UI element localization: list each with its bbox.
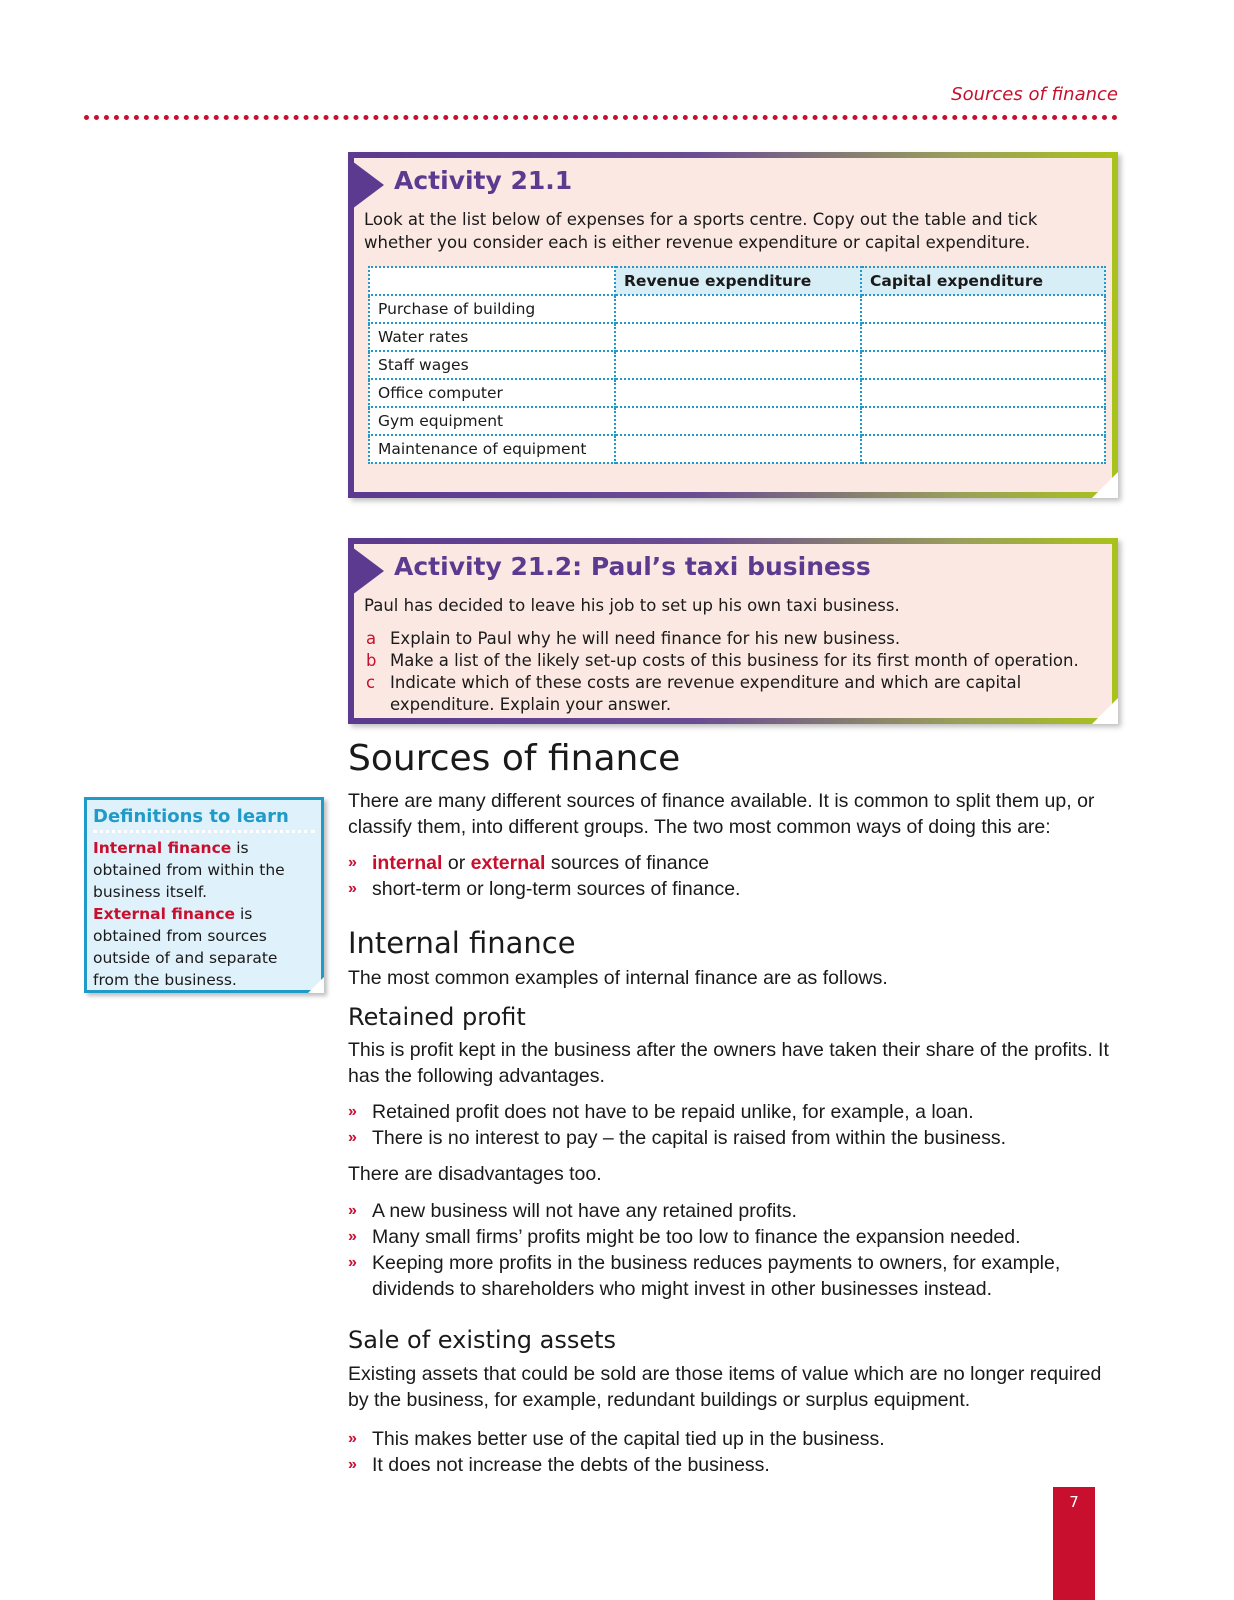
bullet-arrow-icon: » bbox=[348, 1103, 357, 1120]
definition-item bbox=[93, 837, 315, 903]
activity-intro: Look at the list below of expenses for a sports centre. Copy out the table and tick whether you consider each is either revenue expenditure or capital expenditure. bbox=[364, 210, 1038, 252]
table-header-cell: Revenue expenditure bbox=[615, 267, 861, 295]
table-cell: Purchase of building bbox=[369, 295, 615, 323]
definition-term: Internal finance bbox=[93, 839, 232, 857]
bullet-arrow-icon: » bbox=[348, 1129, 357, 1146]
table-cell: Office computer bbox=[369, 379, 615, 407]
list-item bbox=[348, 1198, 1118, 1224]
list-item bbox=[348, 1224, 1118, 1250]
table-cell: Maintenance of equipment bbox=[369, 435, 615, 463]
tick-cell bbox=[615, 379, 861, 407]
tick-cell bbox=[615, 435, 861, 463]
tick-cell bbox=[615, 407, 861, 435]
bullet-text: short-term or long-term sources of finance. bbox=[372, 878, 741, 900]
bullet-text: This makes better use of the capital tied up in the business. bbox=[372, 1428, 885, 1450]
retained-disadvantages bbox=[348, 1198, 1118, 1302]
table-row bbox=[369, 295, 1105, 323]
bullet-text: Retained profit does not have to be repaid unlike, for example, a loan. bbox=[372, 1101, 974, 1123]
table-row bbox=[369, 351, 1105, 379]
bullet-arrow-icon: » bbox=[348, 1202, 357, 1219]
activity-arrow-icon bbox=[348, 158, 384, 212]
disadvantages-intro: There are disadvantages too. bbox=[348, 1163, 602, 1185]
definition-text: is obtained from within the business itself. bbox=[93, 839, 285, 901]
box-corner-cut bbox=[1092, 472, 1118, 498]
tick-cell bbox=[861, 323, 1105, 351]
table-row bbox=[369, 379, 1105, 407]
question-letter: c bbox=[366, 673, 376, 692]
tick-cell bbox=[615, 323, 861, 351]
tick-cell bbox=[861, 407, 1105, 435]
definitions-box bbox=[84, 797, 324, 993]
list-item bbox=[348, 1125, 1118, 1151]
bullet-arrow-icon: » bbox=[348, 1456, 357, 1473]
tick-cell bbox=[861, 351, 1105, 379]
bullet-text: sources of finance bbox=[545, 852, 710, 874]
bullet-arrow-icon: » bbox=[348, 1430, 357, 1447]
table-row bbox=[369, 323, 1105, 351]
intro-bullets bbox=[348, 850, 1118, 902]
expenses-table bbox=[368, 266, 1106, 464]
question-text: Explain to Paul why he will need finance for his new business. bbox=[390, 629, 901, 648]
bullet-text: There is no interest to pay – the capital is raised from within the business. bbox=[372, 1127, 1007, 1149]
definition-term: External finance bbox=[93, 905, 236, 923]
table-cell: Gym equipment bbox=[369, 407, 615, 435]
list-item bbox=[348, 1452, 1118, 1478]
question-text: Indicate which of these costs are revenue expenditure and which are capital expenditure. Explain your answer. bbox=[390, 673, 1022, 714]
internal-intro: The most common examples of internal finance are as follows. bbox=[348, 967, 888, 989]
table-row bbox=[369, 407, 1105, 435]
bullet-text: Keeping more profits in the business reduces payments to owners, for example, dividends to shareholders who might invest in other businesses instead. bbox=[372, 1252, 1061, 1300]
intro-paragraph: There are many different sources of finance available. It is common to split them up, or classify them, into different groups. The two most common ways of doing this are: bbox=[348, 790, 1095, 838]
list-item bbox=[364, 628, 1104, 650]
table-cell: Staff wages bbox=[369, 351, 615, 379]
retained-advantages bbox=[348, 1099, 1118, 1151]
question-text: Make a list of the likely set-up costs of this business for its first month of operation. bbox=[390, 651, 1079, 670]
definitions-heading: Definitions to learn bbox=[93, 806, 315, 833]
question-list bbox=[364, 628, 1104, 716]
table-header-cell: Capital expenditure bbox=[861, 267, 1105, 295]
keyword: internal bbox=[372, 852, 443, 874]
page-number: 7 bbox=[1053, 1487, 1095, 1600]
activity-intro: Paul has decided to leave his job to set up his own taxi business. bbox=[364, 596, 900, 615]
table-header-row bbox=[369, 267, 1105, 295]
assets-intro: Existing assets that could be sold are those items of value which are no longer required by the business, for example, redundant buildings or surplus equipment. bbox=[348, 1363, 1102, 1411]
activity-title: Activity 21.1 bbox=[394, 166, 573, 195]
question-letter: b bbox=[366, 651, 377, 670]
list-item bbox=[348, 1250, 1118, 1302]
table-row bbox=[369, 435, 1105, 463]
tick-cell bbox=[615, 295, 861, 323]
bullet-text: Many small firms’ profits might be too low to finance the expansion needed. bbox=[372, 1226, 1021, 1248]
bullet-arrow-icon: » bbox=[348, 880, 357, 897]
retained-profit-heading: Retained profit bbox=[348, 1003, 526, 1031]
activity-arrow-icon bbox=[348, 544, 384, 598]
bullet-arrow-icon: » bbox=[348, 1254, 357, 1271]
list-item bbox=[364, 650, 1104, 672]
activity-21-2-box bbox=[348, 538, 1118, 724]
question-letter: a bbox=[366, 629, 377, 648]
header-rule bbox=[84, 115, 1118, 120]
list-item bbox=[348, 876, 1118, 902]
bullet-arrow-icon: » bbox=[348, 854, 357, 871]
keyword: external bbox=[470, 852, 546, 874]
sale-of-assets-heading: Sale of existing assets bbox=[348, 1326, 617, 1354]
definition-text: is obtained from sources outside of and separate from the business. bbox=[93, 905, 278, 989]
bullet-text: It does not increase the debts of the business. bbox=[372, 1454, 770, 1476]
activity-21-1-box bbox=[348, 152, 1118, 498]
section-title: Sources of finance bbox=[348, 738, 681, 779]
assets-points bbox=[348, 1426, 1118, 1478]
activity-title: Activity 21.2: Paul’s taxi business bbox=[394, 552, 871, 581]
running-head: Sources of finance bbox=[951, 84, 1118, 105]
tick-cell bbox=[861, 379, 1105, 407]
list-item bbox=[348, 1099, 1118, 1125]
list-item bbox=[348, 850, 1118, 876]
table-cell: Water rates bbox=[369, 323, 615, 351]
table-header-cell bbox=[369, 267, 615, 295]
list-item bbox=[348, 1426, 1118, 1452]
list-item bbox=[364, 672, 1104, 716]
internal-finance-heading: Internal finance bbox=[348, 926, 576, 960]
tick-cell bbox=[861, 295, 1105, 323]
definition-item bbox=[93, 903, 315, 991]
bullet-text: A new business will not have any retained profits. bbox=[372, 1200, 797, 1222]
retained-intro: This is profit kept in the business after the owners have taken their share of the profits. It has the following advantages. bbox=[348, 1039, 1109, 1087]
tick-cell bbox=[615, 351, 861, 379]
tick-cell bbox=[861, 435, 1105, 463]
bullet-text: or bbox=[442, 852, 471, 874]
bullet-arrow-icon: » bbox=[348, 1228, 357, 1245]
